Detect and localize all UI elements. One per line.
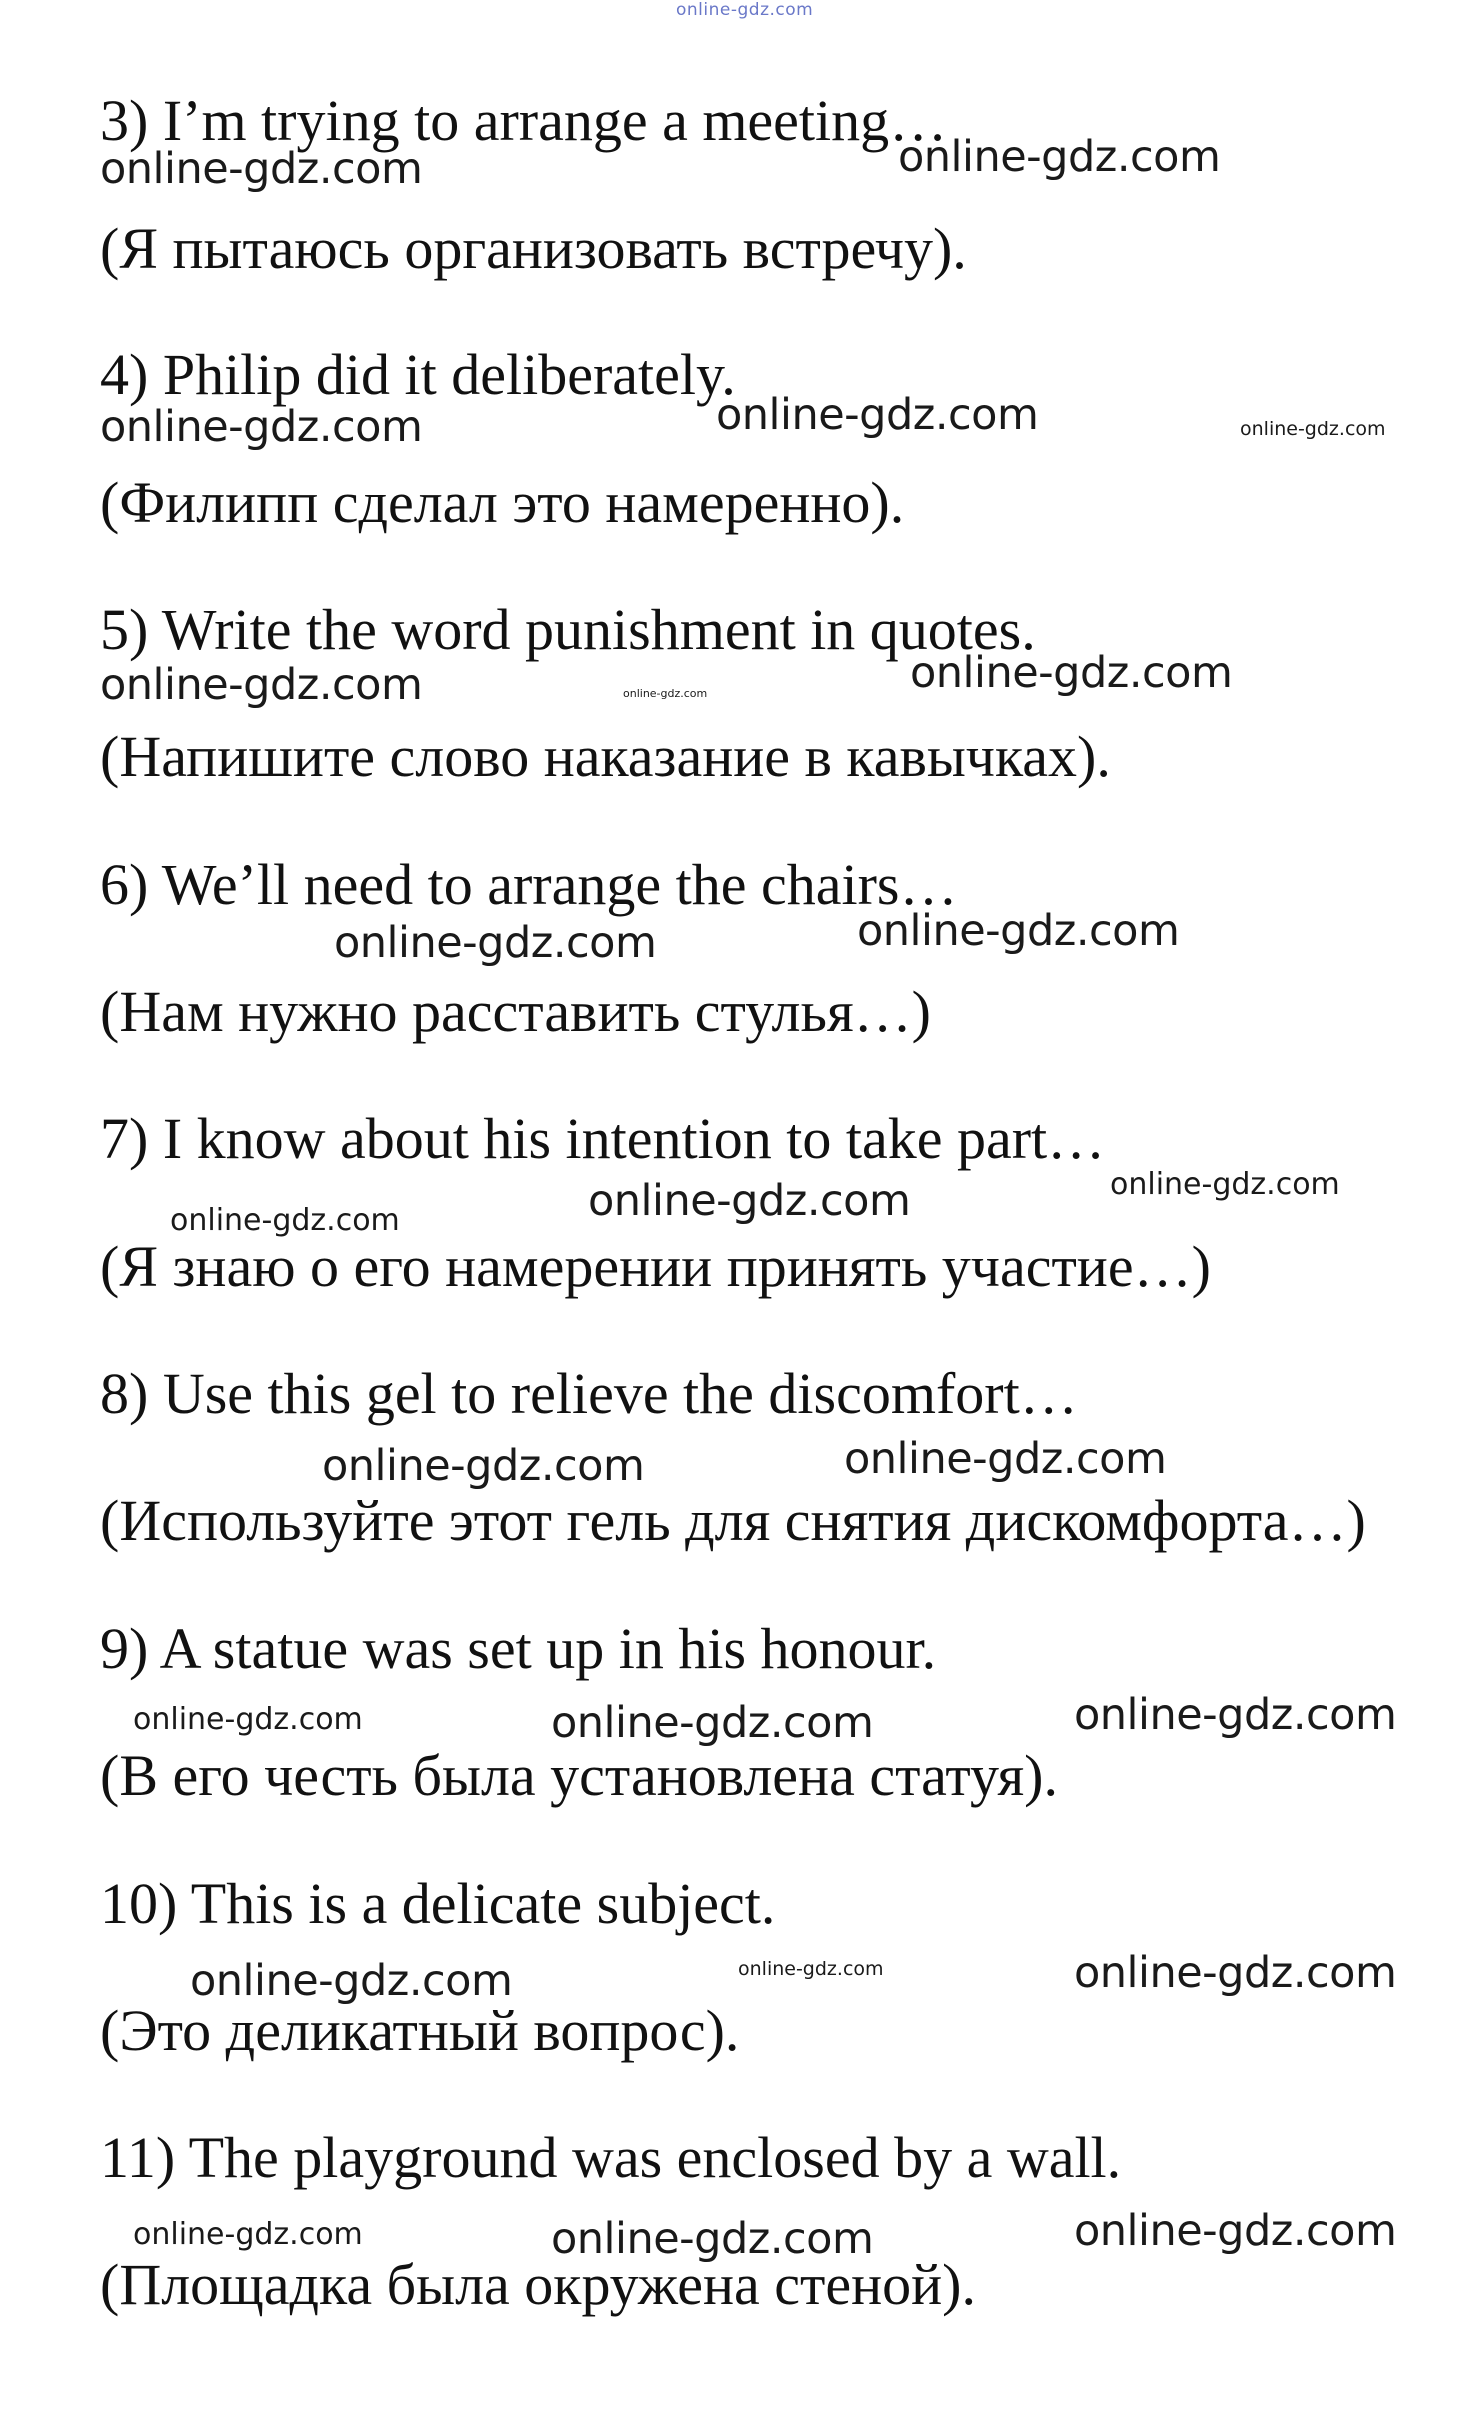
sentence-ru-10: (Это деликатный вопрос). xyxy=(100,1998,740,2063)
sentence-en-9: 9) A statue was set up in his honour. xyxy=(100,1616,937,1681)
watermark: online-gdz.com xyxy=(170,1203,400,1238)
sentence-en-3: 3) I’m trying to arrange a meeting… xyxy=(100,88,948,153)
sentence-en-5: 5) Write the word punishment in quotes. xyxy=(100,597,1036,662)
watermark: online-gdz.com xyxy=(844,1434,1167,1484)
watermark: online-gdz.com xyxy=(334,918,657,968)
watermark: online-gdz.com xyxy=(1240,418,1386,440)
watermark: online-gdz.com xyxy=(910,648,1233,698)
sentence-en-6: 6) We’ll need to arrange the chairs… xyxy=(100,852,958,917)
sentence-ru-8: (Используйте этот гель для снятия дискомфорта…) xyxy=(100,1488,1366,1553)
watermark: online-gdz.com xyxy=(133,1702,363,1737)
sentence-ru-9: (В его честь была установлена статуя). xyxy=(100,1743,1058,1808)
watermark: online-gdz.com xyxy=(100,660,423,710)
sentence-en-10: 10) This is a delicate subject. xyxy=(100,1871,776,1936)
watermark: online-gdz.com xyxy=(738,1958,884,1980)
sentence-ru-11: (Площадка была окружена стеной). xyxy=(100,2252,976,2317)
watermark: online-gdz.com xyxy=(716,390,1039,440)
watermark: online-gdz.com xyxy=(857,906,1180,956)
watermark: online-gdz.com xyxy=(1110,1167,1340,1202)
sentence-ru-6: (Нам нужно расставить стулья…) xyxy=(100,979,931,1044)
watermark: online-gdz.com xyxy=(190,1956,513,2006)
sentence-en-8: 8) Use this gel to relieve the discomfort… xyxy=(100,1361,1078,1426)
watermark: online-gdz.com xyxy=(100,402,423,452)
watermark: online-gdz.com xyxy=(623,687,708,700)
watermark: online-gdz.com xyxy=(588,1176,911,1226)
watermark: online-gdz.com xyxy=(551,2214,874,2264)
sentence-ru-7: (Я знаю о его намерении принять участие…) xyxy=(100,1234,1211,1299)
watermark: online-gdz.com xyxy=(898,132,1221,182)
sentence-ru-4: (Филипп сделал это намеренно). xyxy=(100,470,905,535)
watermark: online-gdz.com xyxy=(133,2217,363,2252)
sentence-en-11: 11) The playground was enclosed by a wall. xyxy=(100,2125,1122,2190)
watermark: online-gdz.com xyxy=(1074,1948,1397,1998)
watermark: online-gdz.com xyxy=(322,1441,645,1491)
watermark: online-gdz.com xyxy=(1074,2206,1397,2256)
sentence-ru-3: (Я пытаюсь организовать встречу). xyxy=(100,216,967,281)
sentence-ru-5: (Напишите слово наказание в кавычках). xyxy=(100,724,1111,789)
watermark-top: online-gdz.com xyxy=(676,0,814,20)
sentence-en-4: 4) Philip did it deliberately. xyxy=(100,342,736,407)
watermark: online-gdz.com xyxy=(100,144,423,194)
watermark: online-gdz.com xyxy=(551,1698,874,1748)
sentence-en-7: 7) I know about his intention to take part… xyxy=(100,1106,1106,1171)
watermark: online-gdz.com xyxy=(1074,1690,1397,1740)
